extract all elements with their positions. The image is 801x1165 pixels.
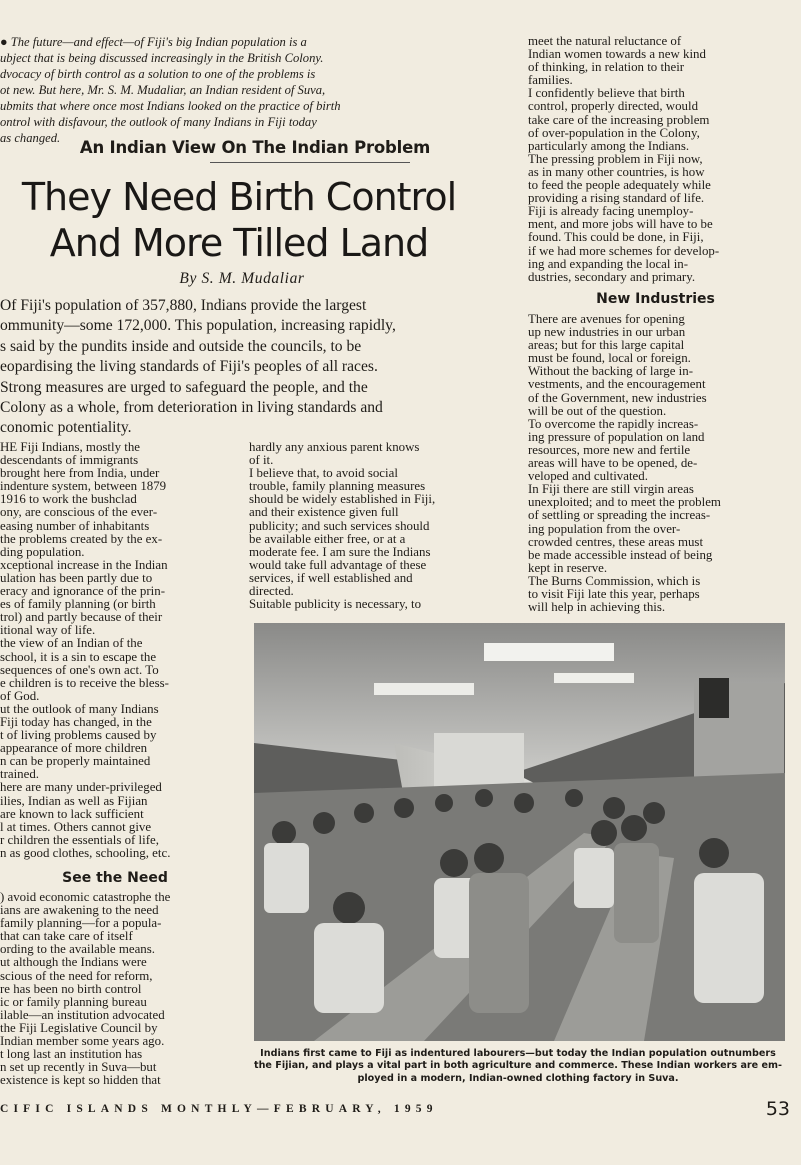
column-3-text: meet the natural reluctance of Indian women towards a new kind of thinking, in relation to their families. I confidently believe that birth control, properly directed, would take care of the increasing problem of over-population in the Colony, particularly among the Indians. The pressing problem in Fiji now, as in many other countries, is how to feed the people adequately while providing a rising standard of life. Fiji is already facing unemploy- ment, and more jobs will have to be found. This could be done, in Fiji, if we had more schemes for develop- ing and expanding the local in- dustries, secondary and primary. (528, 34, 720, 284)
article-byline: By S. M. Mudaliar (179, 270, 305, 287)
photo-caption: Indians first came to Fiji as indentured labourers—but today the Indian population outnumbers the Fijian, and plays a vital part in both agriculture and commerce. These Indian workers are em- ployed in a modern, Indian-owned clothing factory in Suva. (254, 1048, 782, 1084)
subhead-new-industries: New Industries (596, 291, 715, 307)
column-2-text: hardly any anxious parent knows of it. I believe that, to avoid social trouble, family planning measures should be widely established in Fiji, and their existence given full publicity; and such services should be available either free, or at a moderate fee. I am sure the Indians would take full advantage of these services, if well established and directed. Suitable publicity is necessary, to (249, 440, 436, 612)
lede-paragraph: Of Fiji's population of 357,880, Indians provide the largest ommunity—some 172,000. This population, increasing rapidly, s said by the pundits inside and outside the councils, to be eopardising the living standards of Fiji's peoples of all races. Strong measures are urged to safeguard the people, and the Colony as a whole, from deterioration in living standards and conomic potentiality. (0, 297, 396, 437)
column-1-text: HE Fiji Indians, mostly the descendants of immigrants brought here from India, under indenture system, between 1879 1916 to work the bushclad ony, are conscious of the ever- easing number of inhabitants the problems created by the ex- ding population. xceptional increase in the Indian ulation has been partly due to eracy and ignorance of the prin- es of family planning (or birth trol) and partly because of their itional way of life. the view of an Indian of the school, it is a sin to escape the sequences of one's own act. To e children is to receive the bless- of God. ut the outlook of many Indians Fiji today has changed, in the t of living problems caused by appearance of more children n can be properly maintained trained. here are many under-privileged ilies, Indian as well as Fijian are known to lack sufficient l at times. Others cannot give r children the essentials of life, n as good clothes, schooling, etc. (0, 440, 171, 860)
article-kicker: An Indian View On The Indian Problem (79, 138, 431, 157)
factory-photo (254, 623, 785, 1041)
article-headline: They Need Birth Control And More Tilled Land (21, 175, 457, 265)
kicker-underline (210, 162, 410, 163)
column-1-continued-text: ) avoid economic catastrophe the ians are awakening to the need family planning—for a popula- that can take care of itself ording to the available means. ut although the Indians were scious of the need for reform, re has been no birth control ic or family planning bureau ilable—an institution advocated the Fiji Legislative Council by Indian member some years ago. t long last an institution has n set up recently in Suva—but existence is kept so hidden that (0, 890, 171, 1088)
footer-magazine-name: CIFIC ISLANDS MONTHLY—FEBRUARY, 1959 (0, 1103, 438, 1115)
intro-blurb: ● The future—and effect—of Fiji's big Indian population is a ubject that is being discussed increasingly in the British Colony. dvocacy of birth control as a solution to one of the problems is ot new. But here, Mr. S. M. Mudaliar, an Indian resident of Suva, ubmits that where once most Indians looked on the practice of birth ontrol with disfavour, the outlook of many Indians in Fiji today as changed. (0, 35, 341, 145)
column-3-continued-text: There are avenues for opening up new industries in our urban areas; but for this large capital must be found, local or foreign. Without the backing of large in- vestments, and the encouragement of the Government, new industries will be out of the question. To overcome the rapidly increas- ing pressure of population on land resources, more new and fertile areas will have to be opened, de- veloped and cultivated. In Fiji there are still virgin areas unexploited; and to meet the problem of settling or spreading the increas- ing population from the over- crowded centres, these areas must be made accessible instead of being kept in reserve. The Burns Commission, which is to visit Fiji late this year, perhaps will help in achieving this. (528, 312, 721, 615)
factory-photo-illustration (254, 623, 785, 1041)
subhead-see-the-need: See the Need (62, 870, 168, 886)
page-number: 53 (765, 1098, 790, 1120)
